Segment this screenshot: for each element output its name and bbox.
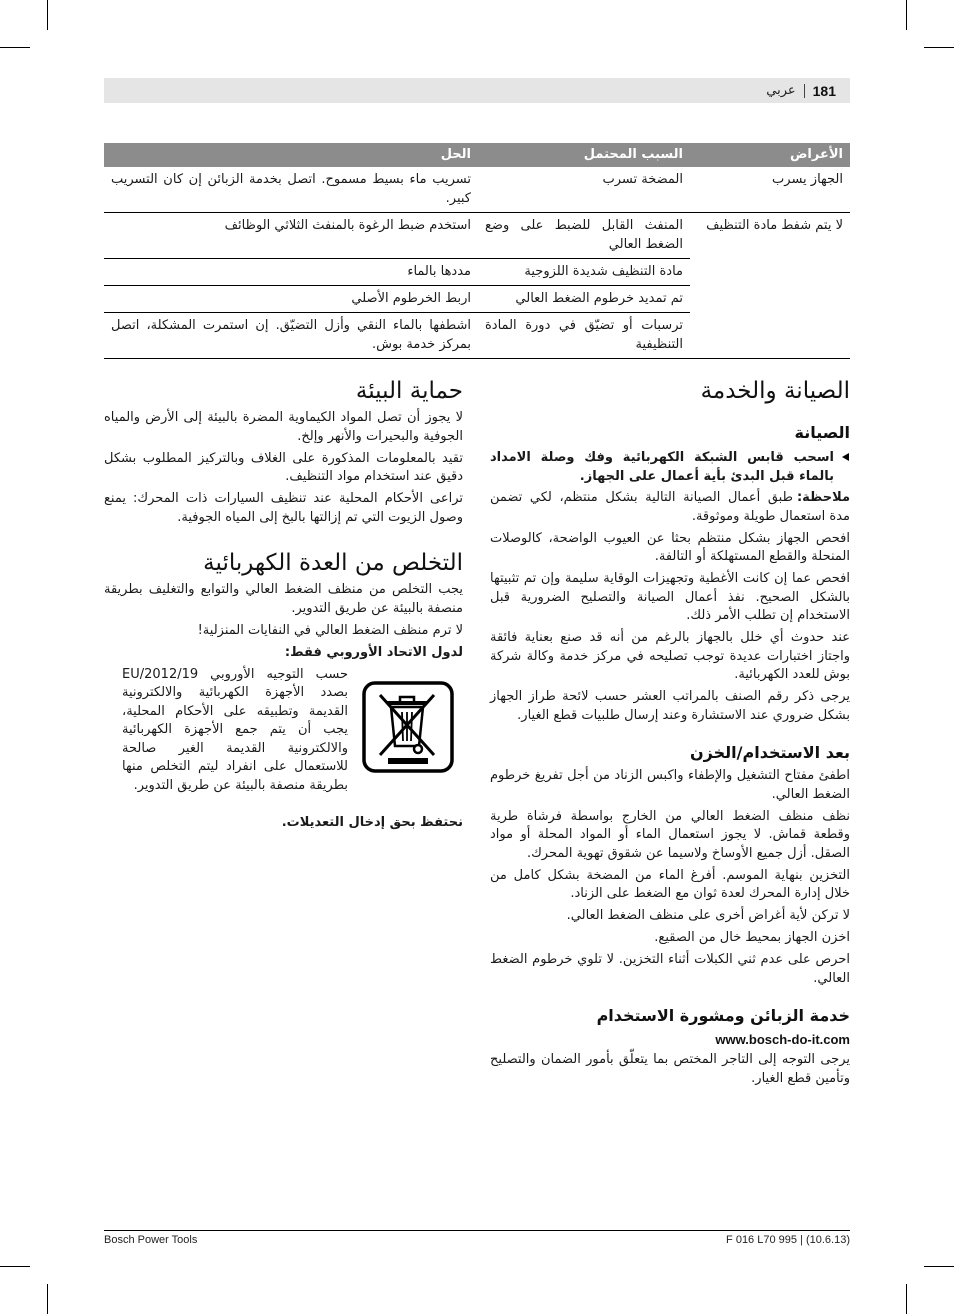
safety-warning bbox=[490, 448, 850, 486]
crop-mark bbox=[47, 1284, 48, 1314]
subheading-after-use-storage: بعد الاستخدام/الخزن bbox=[690, 743, 850, 762]
symptom-cell: لا يتم شفط مادة التنظيف bbox=[690, 213, 850, 359]
after-use-paragraph: احرص على عدم ثني الكبلات أثناء التخزين. لا تلوي خرطوم الضغط العالي. bbox=[490, 952, 850, 986]
environment-paragraph: تراعى الأحكام المحلية عند تنظيف السيارات ذات المحرك: يمنع وصول الزيوت التي تم إزالتها بالبخ إلى المياه الجوفية. bbox=[104, 491, 463, 525]
weee-text-block bbox=[104, 666, 348, 799]
footer-brand: Bosch Power Tools bbox=[104, 1234, 198, 1246]
weee-notice bbox=[104, 666, 463, 799]
column-header-solution: الحل bbox=[104, 143, 478, 167]
modification-reservation-note: نحتفظ بحق إدخال التعديلات. bbox=[281, 814, 463, 830]
section-title-maintenance-service: الصيانة والخدمة bbox=[700, 378, 850, 404]
cause-cell: المنفث القابل للضبط على وضع الضغط العالي bbox=[478, 213, 690, 259]
solution-cell: استخدم ضبط الرغوة بالمنفث الثلاثي الوظائف bbox=[104, 213, 478, 259]
note-label: ملاحظة: bbox=[796, 490, 850, 505]
crop-mark bbox=[906, 1284, 907, 1314]
disposal-paragraph: يجب التخلص من منظف الضغط العالي والتوابع والتغليف بطريقة منصفة بالبيئة عن طريق التدوير. bbox=[104, 582, 463, 616]
cause-cell: المضخة تسرب bbox=[478, 167, 690, 213]
after-use-paragraph: لا تركن لأية أغراض أخرى على منظف الضغط العالي. bbox=[566, 908, 850, 923]
crop-mark bbox=[47, 0, 48, 30]
crop-mark bbox=[924, 47, 954, 48]
environment-paragraph: تقيد بالمعلومات المذكورة على الغلاف وبالتركيز المطلوب بشكل دقيق عند استخدام مواد التنظيف. bbox=[104, 450, 463, 484]
bosch-website-link[interactable]: www.bosch-do-it.com bbox=[715, 1032, 850, 1047]
table-row bbox=[104, 167, 850, 213]
footer-document-code: F 016 L70 995 | (10.6.13) bbox=[726, 1234, 850, 1246]
after-use-paragraph: نظف منظف الضغط العالي من الخارج بواسطة فرشاة طرية وقطعة قماش. لا يجوز استعمال الماء أو المواد المحلة أو مواد الصقل. أزل جميع الأوساخ ولاسيما عن شقوق تهوية المحرك. bbox=[490, 808, 850, 861]
troubleshooting-table bbox=[104, 143, 850, 359]
solution-cell: تسريب ماء بسيط مسموح. اتصل بخدمة الزبائن إن كان التسريب كبير. bbox=[104, 167, 478, 213]
crop-mark bbox=[906, 0, 907, 30]
after-use-paragraph: التخزين بنهاية الموسم. أفرغ الماء من المضخة بشكل كامل من خلال إدارة المحرك لعدة ثوان مع الضغط على الزناد. bbox=[490, 867, 850, 901]
crop-mark bbox=[924, 1266, 954, 1267]
cause-cell: تم تمديد خرطوم الضغط العالي bbox=[478, 286, 690, 313]
customer-service-paragraph: يرجى التوجه إلى التاجر المختص بما يتعلّق بأمور الضمان والتصليح وتأمين قطع الغيار. bbox=[490, 1052, 850, 1086]
maintenance-paragraph: يرجى ذكر رقم الصنف بالمراتب العشر حسب لائحة طراز الجهاز بشكل ضروري عند الاستشارة وعند إرسال طلبيات قطع الغيار. bbox=[490, 689, 850, 723]
maintenance-paragraph: عند حدوث أي خلل بالجهاز بالرغم من أنه قد صنع بعناية فائقة واجتاز اختبارات عديدة توجب تصليحه في مركز خدمة وكالة شركة بوش للعدد الكهربائية. bbox=[490, 630, 850, 682]
section-title-environment: حماية البيئة bbox=[355, 378, 463, 404]
crop-mark bbox=[0, 47, 30, 48]
two-column-body bbox=[104, 376, 850, 1092]
column-header-symptom: الأعراض bbox=[690, 143, 850, 167]
solution-cell: مددها بالماء bbox=[104, 259, 478, 286]
arrow-bullet-icon bbox=[842, 453, 849, 461]
header-divider bbox=[804, 84, 805, 98]
crop-mark bbox=[0, 1266, 30, 1267]
footer-divider bbox=[104, 1230, 850, 1231]
note-paragraph bbox=[490, 489, 850, 526]
symptom-cell: الجهاز يسرب bbox=[690, 167, 850, 213]
after-use-paragraph: اطفئ مفتاح التشغيل والإطفاء واكبس الزناد من أجل تفريغ خرطوم الضغط العالي. bbox=[490, 768, 850, 802]
page-number: 181 bbox=[812, 82, 836, 99]
cause-cell: ترسبات أو تضيّق في دورة المادة التنظيفية bbox=[478, 313, 690, 359]
section-title-disposal: التخلص من العدة الكهربائية bbox=[203, 550, 463, 576]
crossed-out-wheelie-bin-icon bbox=[362, 681, 454, 773]
table-header-row bbox=[104, 143, 850, 167]
environment-paragraph: لا يجوز أن تصل المواد الكيماوية المضرة بالبيئة إلى الأرض والمياه الجوفية والبحيرات والأنهر وإلخ. bbox=[104, 410, 463, 444]
subheading-maintenance: الصيانة bbox=[794, 423, 850, 442]
weee-paragraph: حسب التوجيه الأوروبي 2012/19/EU بصدد الأجهزة الكهربائية والالكترونية القديمة وتطبيقه على الأحكام المحلية، يجب أن يتم جمع الأجهزة الكهربائية والالكترونية القديمة الغير صالحة للاستعمال على انفراد ليتم التخلص منها بطريقة منصفة بالبيئة عن طريق التدوير. bbox=[122, 666, 348, 793]
language-label: عربي bbox=[766, 83, 796, 98]
column-header-cause: السبب المحتمل bbox=[478, 143, 690, 167]
after-use-paragraph: اخزن الجهاز بمحيط خال من الصقيع. bbox=[654, 930, 850, 945]
disposal-paragraph: لا ترم منظف الضغط العالي في النفايات المنزلية! bbox=[197, 622, 463, 638]
cause-cell: مادة التنظيف شديدة اللزوجية bbox=[478, 259, 690, 286]
solution-cell: اشطفها بالماء النقي وأزل التضيّق. إن استمرت المشكلة، اتصل بمركز خدمة بوش. bbox=[104, 313, 478, 359]
page-content bbox=[104, 143, 850, 1092]
solution-cell: اربط الخرطوم الأصلي bbox=[104, 286, 478, 313]
note-text: طبق أعمال الصيانة التالية بشكل منتظم، لكي تضمن مدة استعمال طويلة وموثوقة. bbox=[490, 490, 850, 524]
maintenance-service-section bbox=[490, 376, 850, 1092]
subheading-customer-service: خدمة الزبائن ومشورة الاستخدام bbox=[596, 1006, 850, 1025]
environment-disposal-section bbox=[104, 376, 463, 1092]
table-row bbox=[104, 213, 850, 259]
eu-only-label: لدول الاتحاد الأوروبي فقط: bbox=[284, 644, 463, 660]
maintenance-paragraph: افحص عما إن كانت الأغطية وتجهيزات الوقاية سليمة وإن تم تثبيتها بالشكل الصحيح. نفذ أعمال الصيانة والتصليح الضرورية قبل الاستخدام إن تطلب الأمر ذلك. bbox=[490, 571, 850, 623]
warning-text: اسحب قابس الشبكة الكهربائية وفك وصلة الامداد بالماء قبل البدئ بأية أعمال على الجهاز. bbox=[490, 450, 834, 484]
page-header-bar bbox=[104, 78, 850, 103]
maintenance-paragraph: افحص الجهاز بشكل منتظم بحثا عن العيوب الواضحة، كالوصلات المنحلة والقطع المستهلكة أو التالفة. bbox=[490, 530, 850, 564]
